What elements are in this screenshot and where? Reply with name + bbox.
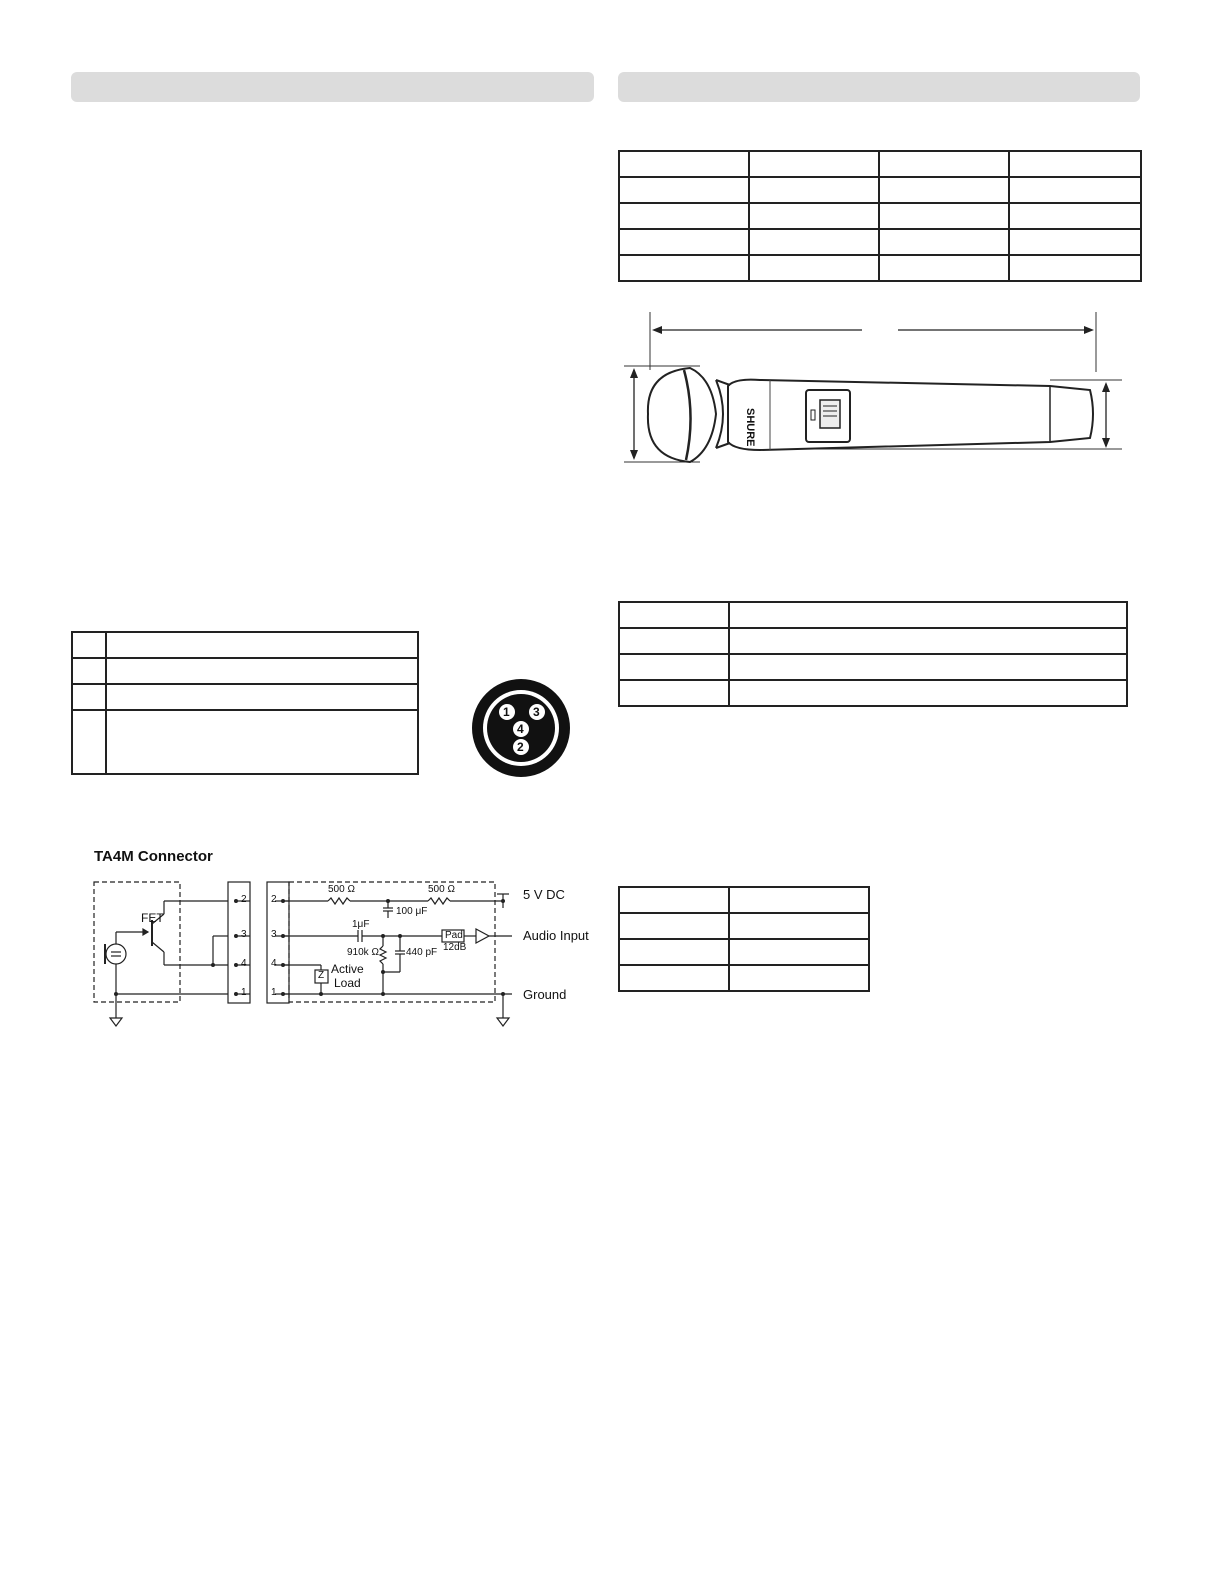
output-audio-label: Audio Input (523, 928, 589, 943)
load-label: Load (334, 976, 361, 990)
cap-440pf-label: 440 pF (406, 947, 438, 958)
resistor-1-label: 500 Ω (328, 884, 355, 895)
schematic-title: TA4M Connector (94, 848, 213, 865)
fet-label: FET (141, 911, 164, 925)
left-pin-2: 2 (241, 894, 247, 905)
connector-pin-3: 3 (533, 705, 540, 719)
pad-db-label: 12dB (443, 942, 467, 953)
right-pin-4: 4 (271, 958, 277, 969)
connector-pin-4: 4 (517, 722, 524, 736)
left-pin-3: 3 (241, 929, 247, 940)
cap-1uf-label: 1μF (352, 919, 370, 930)
resistor-2-label: 500 Ω (428, 884, 455, 895)
right-pin-3: 3 (271, 929, 277, 940)
left-pin-4: 4 (241, 958, 247, 969)
active-label: Active (331, 962, 364, 976)
output-5v-label: 5 V DC (523, 887, 565, 902)
connector-pin-2: 2 (517, 740, 524, 754)
resistor-910k-label: 910k Ω (347, 947, 379, 958)
pad-label: Pad (445, 930, 463, 941)
cap-100uf-label: 100 μF (396, 906, 428, 917)
brand-logo: SHURE (744, 408, 756, 447)
output-ground-label: Ground (523, 987, 567, 1002)
connector-pin-1: 1 (503, 705, 510, 719)
right-pin-2: 2 (271, 894, 277, 905)
z-label: Z (318, 970, 325, 981)
right-pin-1: 1 (271, 987, 277, 998)
left-pin-1: 1 (241, 987, 247, 998)
